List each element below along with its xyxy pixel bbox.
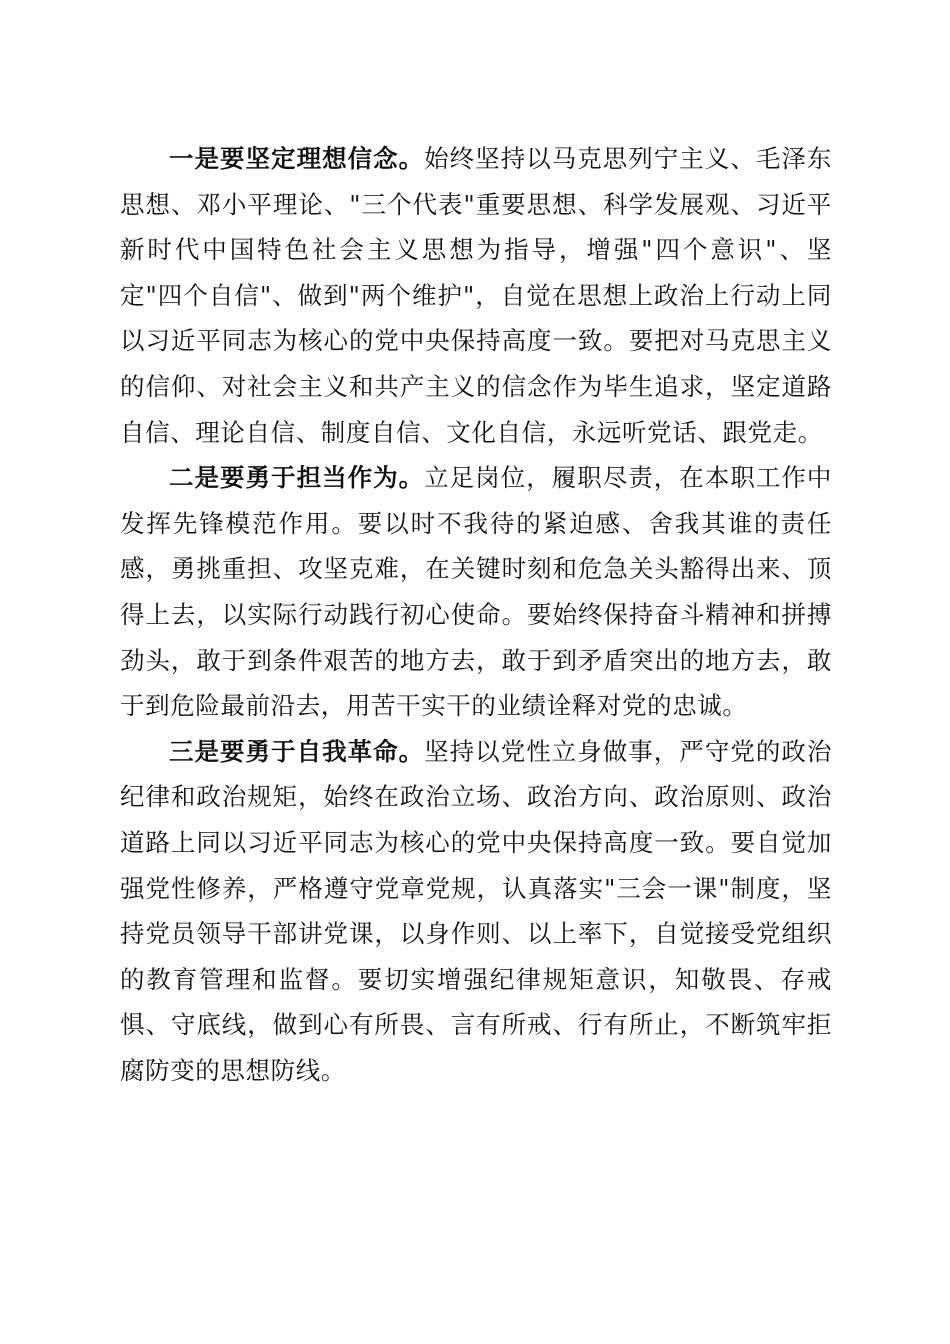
paragraph-self-revolution-lead: 三是要勇于自我革命。 — [169, 736, 425, 766]
paragraph-ideals — [120, 136, 832, 455]
paragraph-responsibility-lead: 二是要勇于担当作为。 — [169, 463, 425, 493]
paragraph-ideals-lead: 一是要坚定理想信念。 — [169, 144, 425, 173]
paragraph-self-revolution — [120, 729, 832, 1094]
paragraph-self-revolution-text: 坚持以党性立身做事，严守党的政治纪律和政治规矩，始终在政治立场、政治方向、政治原则、政治道路上同以习近平同志为核心的党中央保持高度一致。要自觉加强党性修养，严格遵守党章党规，认真落实"三会一课"制度，坚持党员领导干部讲党课，以身作则、以上率下，自觉接受党组织的教育管理和监督。要切实增强纪律规矩意识，知敬畏、存戒惧、守底线，做到心有所畏、言有所戒、行有所止，不断筑牢拒腐防变的思想防线。 — [120, 736, 832, 1085]
paragraph-responsibility — [120, 455, 832, 729]
paragraph-responsibility-text: 立足岗位，履职尽责，在本职工作中发挥先锋模范作用。要以时不我待的紧迫感、舍我其谁的责任感，勇挑重担、攻坚克难，在关键时刻和危急关头豁得出来、顶得上去，以实际行动践行初心使命。要始终保持奋斗精神和拼搏劲头，敢于到条件艰苦的地方去，敢于到矛盾突出的地方去，敢于到危险最前沿去，用苦干实干的业绩诠释对党的忠诚。 — [120, 463, 832, 721]
document-body — [120, 136, 832, 1093]
paragraph-ideals-text: 始终坚持以马克思列宁主义、毛泽东思想、邓小平理论、"三个代表"重要思想、科学发展观、习近平新时代中国特色社会主义思想为指导，增强"四个意识"、坚定"四个自信"、做到"两个维护"，自觉在思想上政治上行动上同以习近平同志为核心的党中央保持高度一致。要把对马克思主义的信仰、对社会主义和共产主义的信念作为毕生追求，坚定道路自信、理论自信、制度自信、文化自信，永远听党话、跟党走。 — [120, 144, 832, 447]
